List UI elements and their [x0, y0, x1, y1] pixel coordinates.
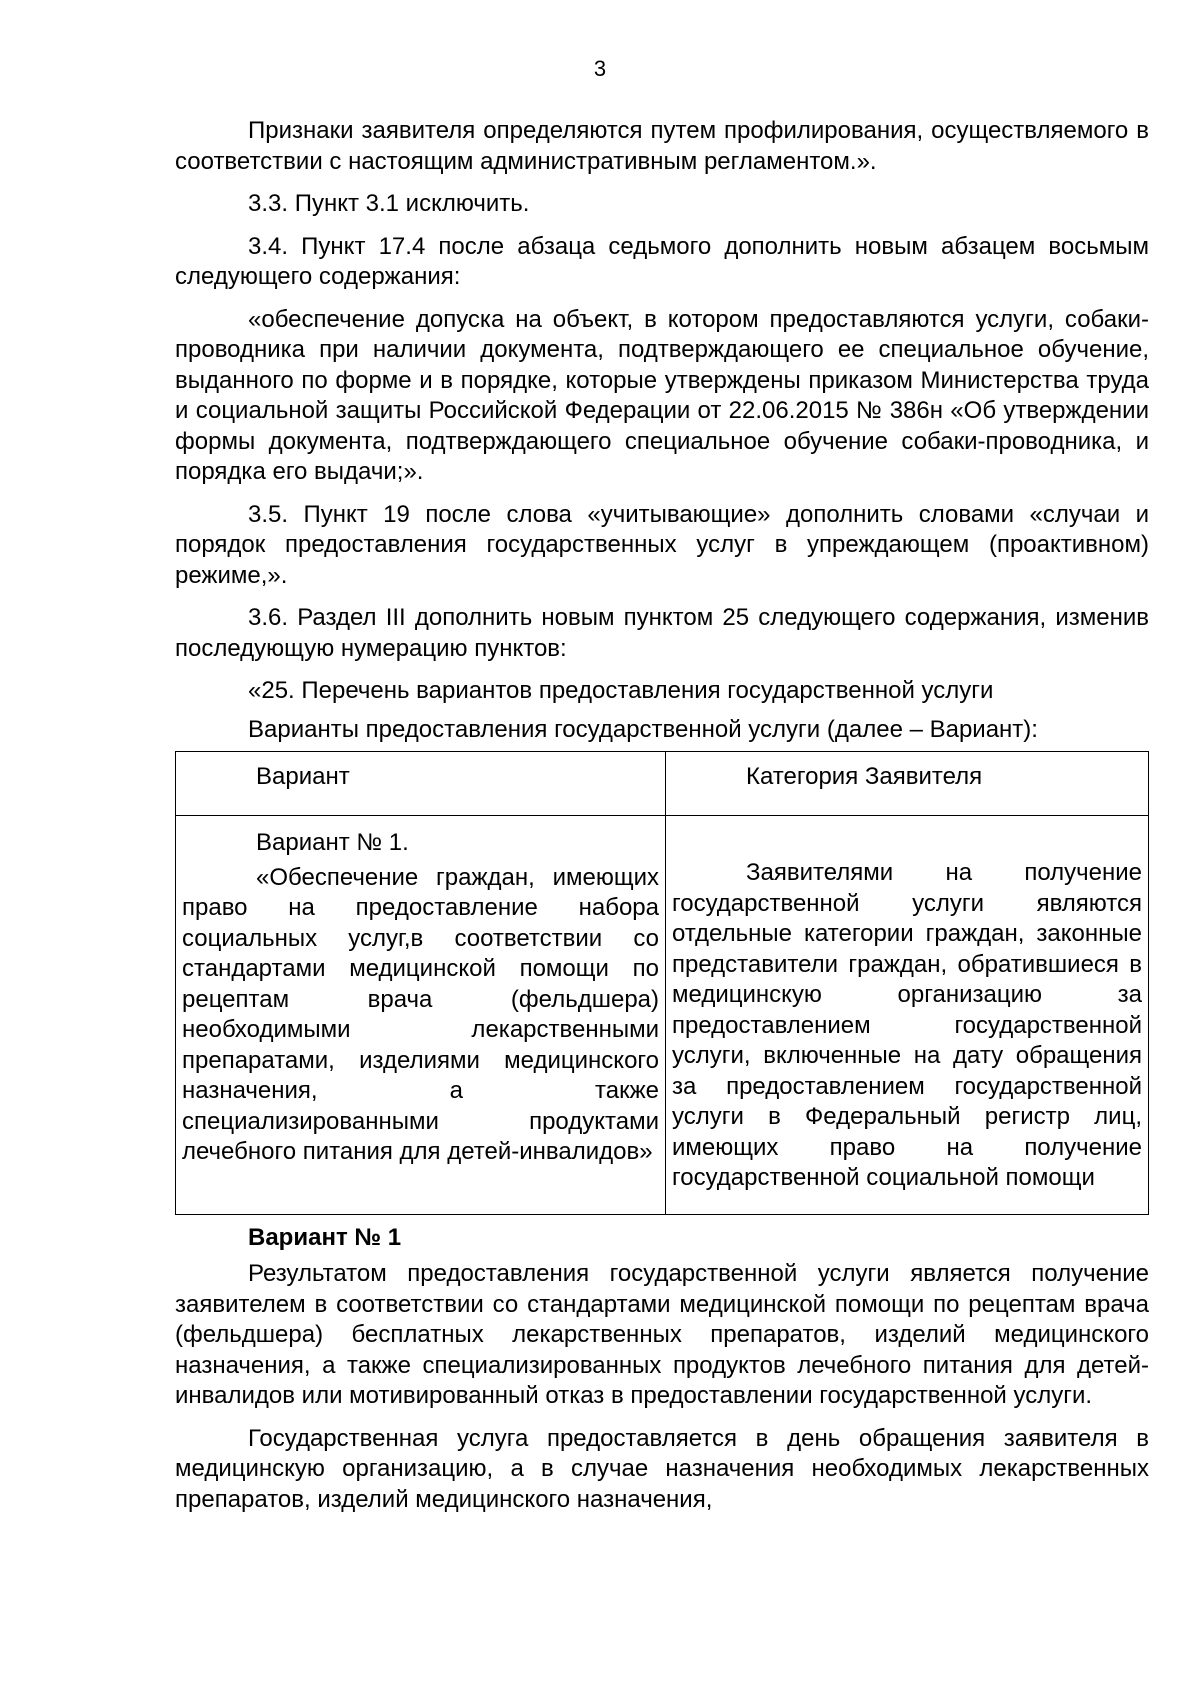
- variant-title: Вариант № 1.: [256, 829, 409, 856]
- table-header-category: Категория Заявителя: [666, 752, 1149, 816]
- paragraph-item-25: «25. Перечень вариантов предоставления государственной услуги: [248, 677, 994, 704]
- category-description: Заявителями на получение государственной услуги являются отдельные категории граждан, законные представители граждан, обратившиеся в медицинскую организацию за предоставлением государственной услуги, включенные на дату обращения за предоставлением государственной услуги в Федеральный регистр лиц, имеющих право на получение государственной социальной помощи: [672, 859, 1142, 1191]
- variants-table: [175, 751, 1149, 1215]
- table-cell-variant: [176, 816, 666, 1215]
- variant-description: «Обеспечение граждан, имеющих право на предоставление набора социальных услуг,в соответствии со стандартами медицинской помощи по рецептам врача (фельдшера) необходимыми лекарственными препаратами, изделиями медицинского назначения, а также специализированными продуктами лечебного питания для детей-инвалидов»: [182, 863, 659, 1165]
- paragraph-variants-intro: Варианты предоставления государственной услуги (далее – Вариант):: [248, 715, 1038, 743]
- document-body: [175, 116, 1149, 1527]
- paragraph-result: Результатом предоставления государственной услуги является получение заявителем в соответствии со стандартами медицинской помощи по рецептам врача (фельдшера) бесплатных лекарственных препаратов, изделий медицинского назначения, а также специализированных продуктов лечебного питания для детей-инвалидов или мотивированный отказ в предоставлении государственной услуги.: [175, 1260, 1149, 1409]
- paragraph-item-3-4: 3.4. Пункт 17.4 после абзаца седьмого дополнить новым абзацем восьмым следующего содержания:: [175, 232, 1149, 290]
- table-header-variant: Вариант: [176, 752, 666, 816]
- paragraph-applicant-features: Признаки заявителя определяются путем профилирования, осуществляемого в соответствии с настоящим административным регламентом.».: [175, 117, 1149, 175]
- table-row: [176, 816, 1149, 1215]
- paragraph-item-3-6: 3.6. Раздел III дополнить новым пунктом 25 следующего содержания, изменив последующую нумерацию пунктов:: [175, 604, 1149, 662]
- paragraph-item-3-3: 3.3. Пункт 3.1 исключить.: [248, 190, 530, 217]
- paragraph-service-day: Государственная услуга предоставляется в день обращения заявителя в медицинскую организацию, а в случае назначения необходимых лекарственных препаратов, изделий медицинского назначения,: [175, 1424, 1149, 1513]
- page-number: 3: [593, 56, 607, 81]
- table-header-row: [176, 752, 1149, 816]
- table-cell-category: [666, 816, 1149, 1215]
- variant-heading: Вариант № 1: [248, 1223, 402, 1251]
- paragraph-guide-dog: «обеспечение допуска на объект, в котором предоставляются услуги, собаки-проводника при наличии документа, подтверждающего ее специальное обучение, выданного по форме и в порядке, которые утверждены приказом Министерства труда и социальной защиты Российской Федерации от 22.06.2015 № 386н «Об утверждении формы документа, подтверждающего специальное обучение собаки-проводника, и порядка его выдачи;».: [175, 305, 1149, 485]
- paragraph-item-3-5: 3.5. Пункт 19 после слова «учитывающие» дополнить словами «случаи и порядок предоставления государственных услуг в упреждающем (проактивном) режиме,».: [175, 500, 1149, 589]
